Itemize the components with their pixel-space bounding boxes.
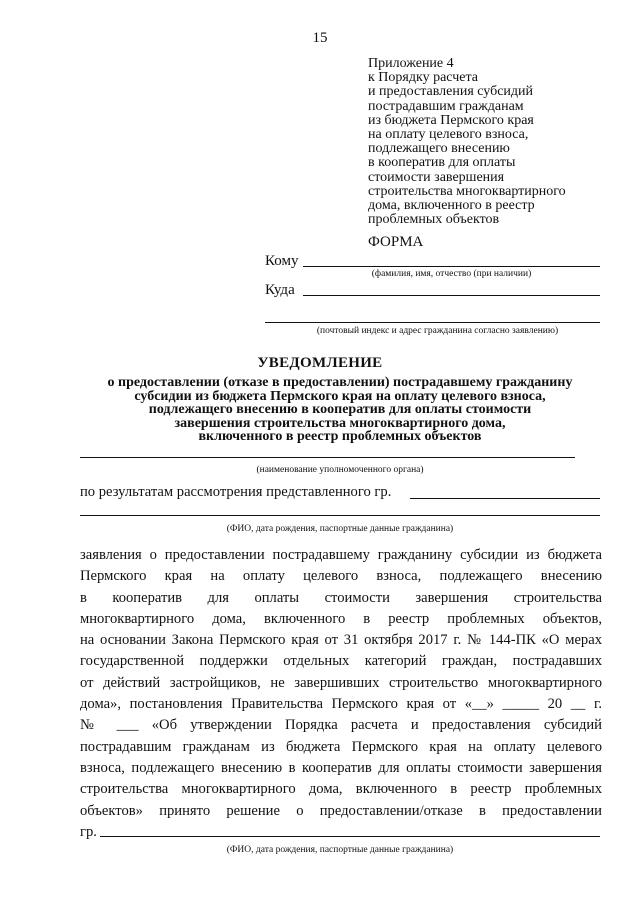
address-field-line[interactable] xyxy=(265,322,600,323)
appendix-line: на оплату целевого взноса, xyxy=(368,127,529,143)
body-line: заявления о предоставлении пострадавшему гражданину субсидии из бюджета xyxy=(80,547,602,563)
appendix-line: подлежащего внесению xyxy=(368,141,510,157)
body-line: взноса, подлежащего внесению в кооператив для оплаты стоимости завершения xyxy=(80,759,602,776)
body-line: государственной поддержки отдельных категорий граждан, пострадавших xyxy=(80,653,602,670)
appendix-line: стоимости завершения xyxy=(368,169,505,185)
appendix-line: к Порядку расчета xyxy=(368,70,478,86)
body-line: пострадавшим гражданам из бюджета Пермского края на оплату целевого xyxy=(80,738,602,755)
gr-label: гр. xyxy=(80,823,97,840)
appendix-line: в кооператив для оплаты xyxy=(368,155,516,171)
appendix-line: и предоставления субсидий xyxy=(368,84,534,100)
subtitle-line: включенного в реестр проблемных объектов xyxy=(198,429,482,445)
subtitle-line: подлежащего внесению в кооператив для оплаты стоимости xyxy=(148,402,532,418)
appendix-line: пострадавшим гражданам xyxy=(368,98,524,114)
address-caption: (почтовый индекс и адрес гражданина согласно заявлению) xyxy=(316,326,559,336)
review-text: по результатам рассмотрения представленного гр. xyxy=(80,484,392,500)
subtitle-line: завершения строительства многоквартирного дома, xyxy=(174,415,506,431)
notice-subtitle xyxy=(70,376,610,444)
subtitle-line: о предоставлении (отказе в предоставлении) пострадавшему гражданину xyxy=(107,375,573,390)
where-label: Куда xyxy=(265,282,295,298)
body-line: Пермского края на оплату целевого взноса, подлежащего внесению xyxy=(80,568,602,585)
to-label: Кому xyxy=(265,253,299,269)
final-field-line[interactable] xyxy=(100,836,600,837)
final-caption: (ФИО, дата рождения, паспортные данные гражданина) xyxy=(226,845,454,855)
body-line: от действий застройщиков, не завершивших строительство многоквартирного xyxy=(80,674,602,691)
appendix-line: из бюджета Пермского края xyxy=(368,112,534,128)
citizen-field-line[interactable] xyxy=(410,498,600,499)
organ-caption: (наименование уполномоченного органа) xyxy=(256,465,424,475)
body-line: многоквартирного дома, включенного в реестр проблемных объектов, xyxy=(80,610,602,627)
to-field-line[interactable] xyxy=(303,266,600,267)
notice-title: УВЕДОМЛЕНИЕ xyxy=(257,355,383,371)
body-line: дома», постановления Правительства Пермского края от «__» _____ 20 __ г. xyxy=(80,696,602,713)
appendix-line: Приложение 4 xyxy=(368,56,454,71)
gr-row xyxy=(80,822,602,843)
appendix-line: строительства многоквартирного xyxy=(368,183,566,199)
body-line: № ___ «Об утверждении Порядка расчета и предоставления субсидий xyxy=(80,717,602,734)
decision-body xyxy=(80,545,602,843)
page-number: 15 xyxy=(312,30,328,46)
body-line: в кооператив для оплаты стоимости завершения строительства xyxy=(80,589,602,606)
body-line: объектов» принято решение о предоставлении/отказе в предоставлении xyxy=(80,802,602,819)
subtitle-line: субсидии из бюджета Пермского края на оплату целевого взноса, xyxy=(134,388,546,404)
appendix-reference xyxy=(368,57,618,227)
organ-field-line[interactable] xyxy=(80,457,575,458)
body-line: строительства многоквартирного дома, включенного в реестр проблемных xyxy=(80,781,602,798)
where-field-line[interactable] xyxy=(303,295,600,296)
citizen-field-line-2[interactable] xyxy=(80,515,600,516)
appendix-line: проблемных объектов xyxy=(368,212,500,228)
appendix-line: дома, включенного в реестр xyxy=(368,198,535,214)
citizen-caption: (ФИО, дата рождения, паспортные данные гражданина) xyxy=(226,524,454,534)
form-label: ФОРМА xyxy=(368,234,424,250)
body-line: на основании Закона Пермского края от 31 октября 2017 г. № 144-ПК «О мерах xyxy=(80,632,602,649)
to-caption: (фамилия, имя, отчество (при наличии) xyxy=(371,269,532,279)
